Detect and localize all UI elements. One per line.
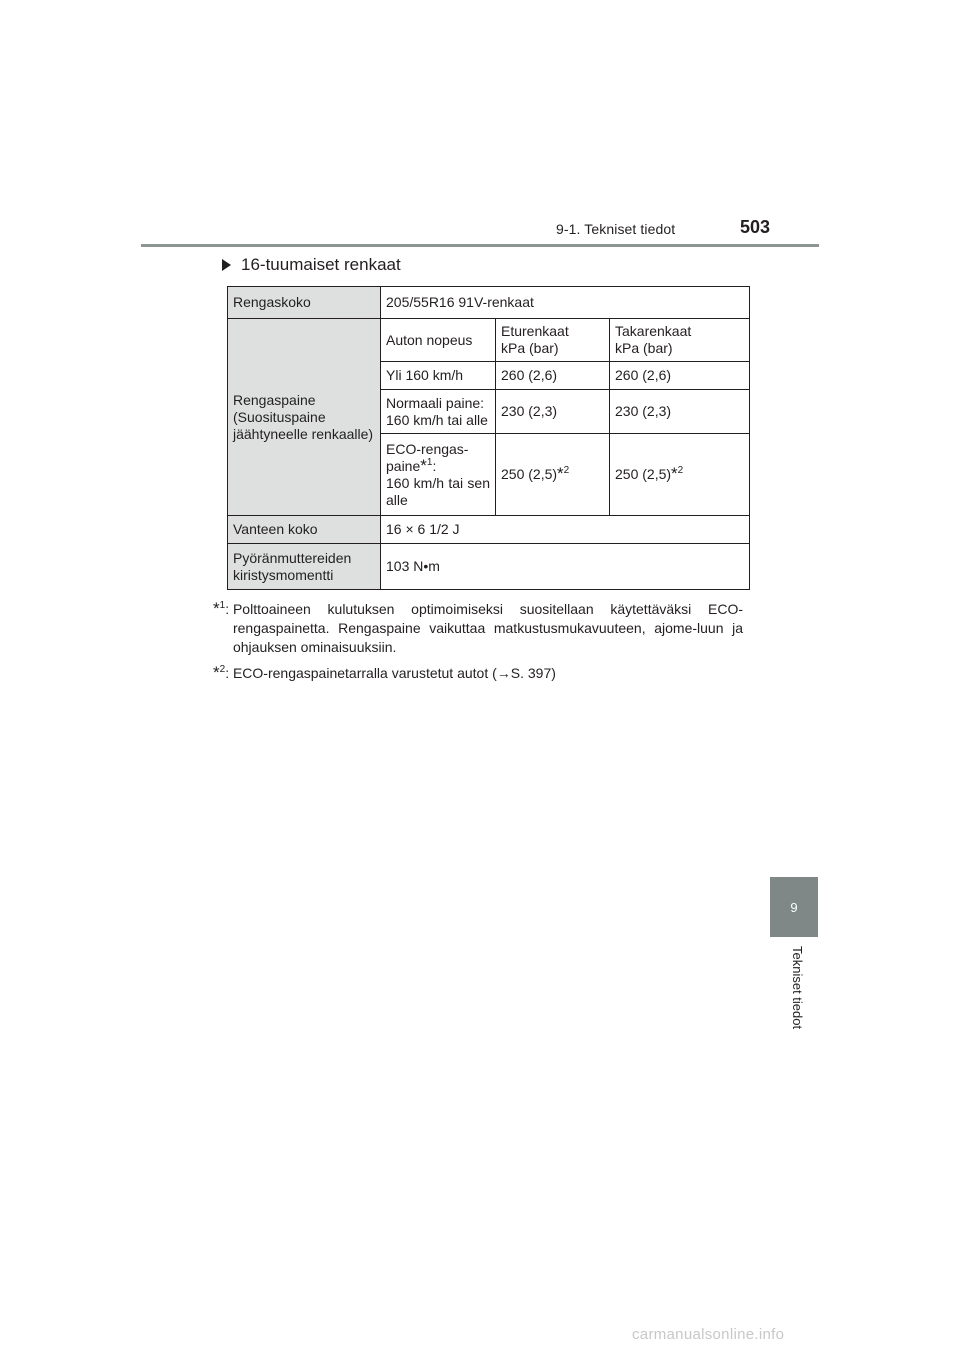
col-header-rear — [610, 319, 750, 362]
footnote-2-mark: *$^2$: — [213, 663, 233, 682]
torque-value: 103 N•m — [381, 544, 750, 590]
row2-speed-line2: 160 km/h tai alle — [386, 411, 488, 428]
torque-label: Pyöränmuttereiden kiristysmomentti — [228, 544, 381, 590]
asterisk-icon: * — [213, 663, 220, 682]
col-header-front-line2: kPa (bar) — [501, 340, 559, 356]
header-section-title: 9-1. Tekniset tiedot — [556, 221, 676, 237]
asterisk-icon: * — [671, 464, 678, 483]
footnote-1 — [213, 600, 743, 657]
col-header-rear-line1: Takarenkaat — [615, 323, 692, 339]
row2-speed-line1: Normaali paine: — [386, 394, 485, 411]
footnotes — [213, 600, 743, 690]
page-number: 503 — [740, 217, 771, 237]
row1-front: 260 (2,6) — [496, 362, 610, 390]
rim-size-label: Vanteen koko — [228, 516, 381, 544]
col-header-front — [496, 319, 610, 362]
row3-speed-line3: 160 km/h tai sen alle — [386, 474, 490, 508]
chapter-tab-number: 9 — [790, 899, 798, 915]
pressure-label: Rengaspaine (Suosituspaine jäähtyneelle renkaalle) — [228, 319, 381, 516]
row3-speed: ECO-rengas- paine*$^1$: 160 km/h tai sen alle — [381, 434, 496, 516]
footnote-1-rest: rengaspainetta. Rengaspaine vaikuttaa matkustusmukavuuteen, ajome-luun ja ohjauksen ominaisuuksiin. — [232, 620, 743, 655]
footnote-2-text: ECO-rengaspainetarralla varustetut autot (→S. 397) — [232, 665, 556, 681]
footnote-1-mark: *$^1$: — [213, 599, 233, 618]
table-row — [228, 319, 750, 362]
row1-rear: 260 (2,6) — [610, 362, 750, 390]
table-row — [228, 516, 750, 544]
col-header-rear-line2: kPa (bar) — [615, 340, 673, 356]
row2-rear: 230 (2,3) — [610, 390, 750, 434]
row3-footnote-ref: 1 — [426, 456, 433, 468]
rim-size-value: 16 × 6 1/2 J — [381, 516, 750, 544]
asterisk-icon: * — [420, 455, 427, 475]
tire-size-label: Rengaskoko — [228, 287, 381, 319]
row3-rear-ref: 2 — [677, 465, 684, 476]
section-heading-text: 16-tuumaiset renkaat — [241, 255, 401, 274]
col-header-speed: Auton nopeus — [381, 319, 496, 362]
header-divider — [141, 244, 819, 247]
row3-speed-line2: paine — [386, 457, 421, 474]
chapter-tab-label: Tekniset tiedot — [790, 946, 805, 1030]
asterisk-icon: * — [557, 464, 564, 483]
footnote-2 — [213, 664, 743, 683]
footnote-1-text — [233, 600, 743, 657]
row3-rear-value: 250 (2,5) — [615, 466, 672, 482]
watermark: carmanualsonline.info — [632, 1326, 785, 1343]
triangle-bullet-icon — [222, 259, 231, 271]
table-row — [228, 287, 750, 319]
asterisk-icon: * — [213, 599, 220, 618]
tire-spec-table — [227, 286, 750, 590]
row3-rear — [610, 434, 750, 516]
section-heading — [220, 255, 401, 275]
row2-speed — [381, 390, 496, 434]
footnote-1-line1: Polttoaineen kulutuksen optimoimiseksi suositellaan käytettäväksi ECO- — [232, 601, 743, 617]
chapter-tab[interactable] — [770, 877, 818, 937]
tire-size-value: 205/55R16 91V-renkaat — [381, 287, 750, 319]
table-row — [228, 544, 750, 590]
row3-front — [496, 434, 610, 516]
col-header-front-line1: Eturenkaat — [501, 323, 569, 339]
row1-speed: Yli 160 km/h — [381, 362, 496, 390]
row3-speed-line1: ECO-rengas- — [386, 440, 469, 457]
row2-front: 230 (2,3) — [496, 390, 610, 434]
row3-front-ref: 2 — [563, 465, 570, 476]
row3-front-value: 250 (2,5) — [501, 466, 558, 482]
